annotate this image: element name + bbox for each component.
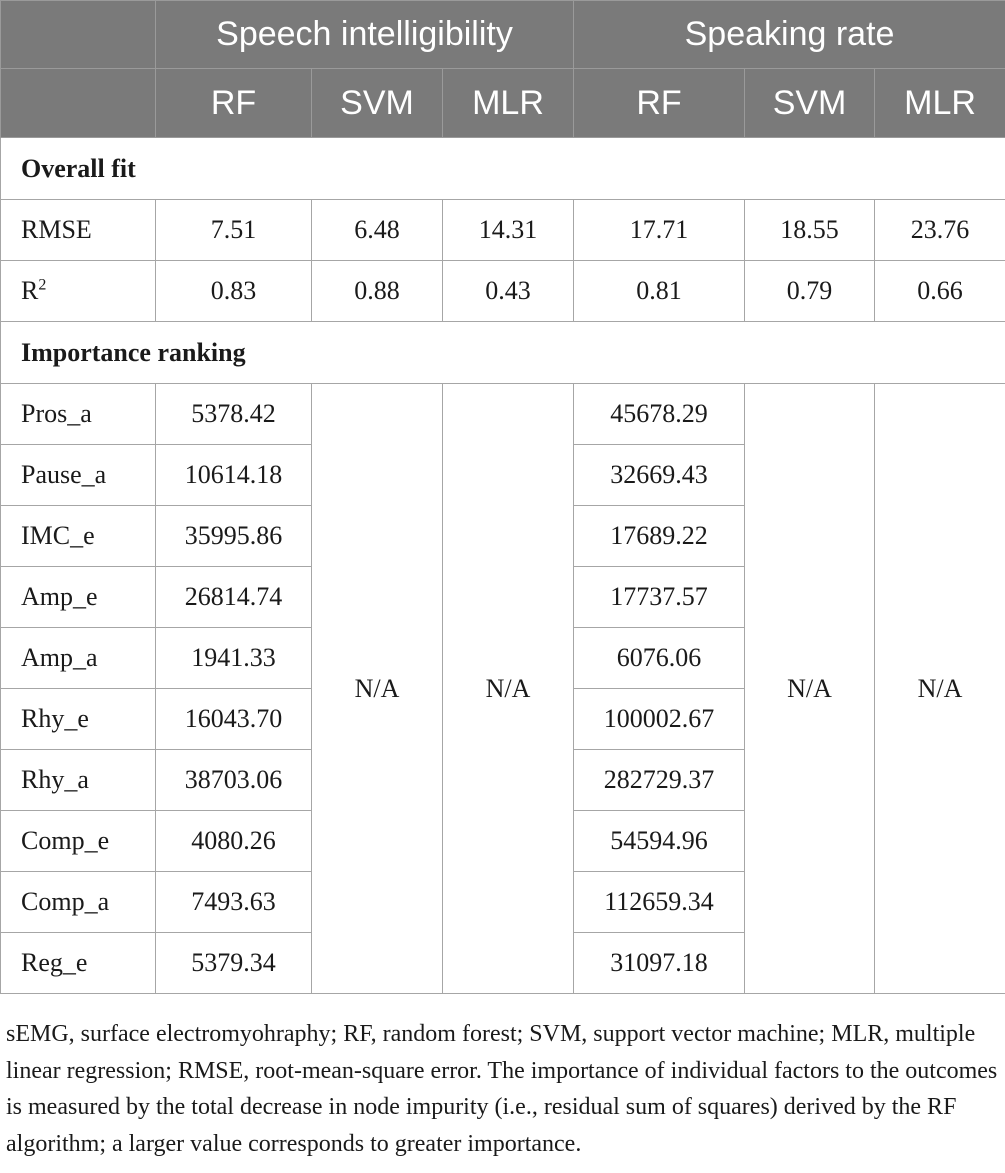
group-header-speech-intelligibility: Speech intelligibility <box>156 1 574 69</box>
row-label: Amp_e <box>1 567 156 628</box>
table-cell: 26814.74 <box>156 567 312 628</box>
row-label: Comp_e <box>1 811 156 872</box>
table-cell: 0.83 <box>156 261 312 322</box>
corner-cell <box>1 1 156 69</box>
table-cell: 16043.70 <box>156 689 312 750</box>
row-label: Amp_a <box>1 628 156 689</box>
corner-cell <box>1 69 156 138</box>
table-cell: 0.43 <box>443 261 574 322</box>
model-header: MLR <box>443 69 574 138</box>
table-cell: 6.48 <box>312 200 443 261</box>
table-cell: 17737.57 <box>574 567 745 628</box>
table-cell: 31097.18 <box>574 933 745 994</box>
section-title: Overall fit <box>1 138 1005 200</box>
row-label: Reg_e <box>1 933 156 994</box>
table-cell: 100002.67 <box>574 689 745 750</box>
section-row-importance-ranking <box>1 322 1005 384</box>
section-title: Importance ranking <box>1 322 1005 384</box>
table-cell: 5378.42 <box>156 384 312 445</box>
row-label: IMC_e <box>1 506 156 567</box>
table-cell: 4080.26 <box>156 811 312 872</box>
model-header: RF <box>574 69 745 138</box>
table-cell: 45678.29 <box>574 384 745 445</box>
table-cell: 38703.06 <box>156 750 312 811</box>
table-row <box>1 200 1005 261</box>
row-label: Rhy_a <box>1 750 156 811</box>
table-cell: 54594.96 <box>574 811 745 872</box>
table-cell: 17689.22 <box>574 506 745 567</box>
row-label: Pros_a <box>1 384 156 445</box>
table-cell: 18.55 <box>745 200 875 261</box>
row-label: Comp_a <box>1 872 156 933</box>
table-cell: 0.81 <box>574 261 745 322</box>
model-header: SVM <box>745 69 875 138</box>
na-cell-si-svm: N/A <box>312 384 443 994</box>
table-cell: 10614.18 <box>156 445 312 506</box>
row-label: Pause_a <box>1 445 156 506</box>
na-cell-si-mlr: N/A <box>443 384 574 994</box>
table-cell: 6076.06 <box>574 628 745 689</box>
table-cell: 7.51 <box>156 200 312 261</box>
table-cell: 17.71 <box>574 200 745 261</box>
table-cell: 112659.34 <box>574 872 745 933</box>
table-row <box>1 384 1005 445</box>
row-label: RMSE <box>1 200 156 261</box>
table-cell: 35995.86 <box>156 506 312 567</box>
model-header: MLR <box>875 69 1005 138</box>
superscript: 2 <box>38 276 47 294</box>
table-cell: 0.79 <box>745 261 875 322</box>
table-cell: 14.31 <box>443 200 574 261</box>
row-label-text: R <box>21 276 39 305</box>
na-cell-sr-mlr: N/A <box>875 384 1005 994</box>
table-cell: 7493.63 <box>156 872 312 933</box>
group-header-speaking-rate: Speaking rate <box>574 1 1005 69</box>
model-header: RF <box>156 69 312 138</box>
table-cell: 282729.37 <box>574 750 745 811</box>
table-cell: 1941.33 <box>156 628 312 689</box>
row-label <box>1 261 156 322</box>
model-header-row <box>1 69 1005 138</box>
model-header: SVM <box>312 69 443 138</box>
table-row <box>1 261 1005 322</box>
row-label: Rhy_e <box>1 689 156 750</box>
section-row-overall-fit <box>1 138 1005 200</box>
table-cell: 0.66 <box>875 261 1005 322</box>
group-header-row <box>1 1 1005 69</box>
table-cell: 23.76 <box>875 200 1005 261</box>
na-cell-sr-svm: N/A <box>745 384 875 994</box>
table-cell: 32669.43 <box>574 445 745 506</box>
table-footnote: sEMG, surface electromyohraphy; RF, random forest; SVM, support vector machine; MLR, multiple linear regression; RMSE, root-mean-square error. The importance of individual factors to the outcomes is measured by the total decrease in node impurity (i.e., residual sum of squares) derived by the RF algorithm; a larger value corresponds to greater importance. <box>6 1021 998 1157</box>
table-cell: 0.88 <box>312 261 443 322</box>
table-cell: 5379.34 <box>156 933 312 994</box>
